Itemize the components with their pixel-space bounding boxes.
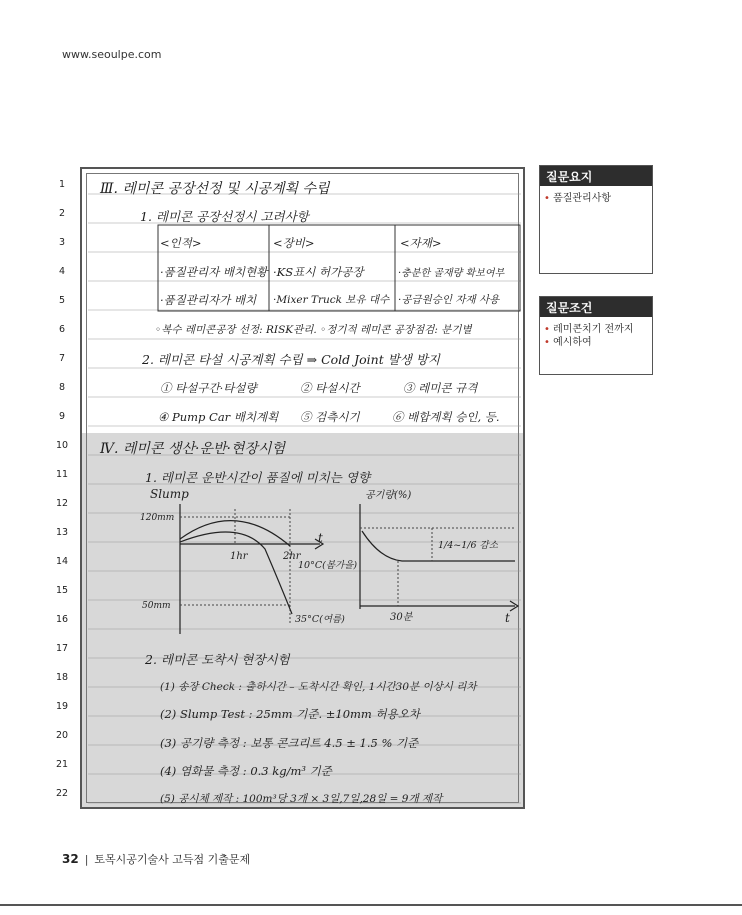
test-item: (3) 공기량 측정 : 보통 콘크리트 4.5 ± 1.5 % 기준 bbox=[160, 736, 419, 750]
question-conditions-box bbox=[539, 296, 653, 375]
graph-curve-label: 10°C(봄가을) bbox=[298, 560, 358, 571]
subsection-1-title: 1. 레미콘 공장선정시 고려사항 bbox=[140, 209, 309, 224]
test-item: (4) 염화물 측정 : 0.3 kg/m³ 기준 bbox=[160, 764, 332, 778]
line-number: 14 bbox=[55, 556, 69, 567]
graph-tick-label: 50mm bbox=[142, 601, 171, 611]
line-number: 6 bbox=[58, 324, 66, 335]
graph-axis-label: t bbox=[318, 531, 323, 545]
footer-separator: | bbox=[84, 853, 89, 866]
list-item: ⑤ 검측시기 bbox=[300, 410, 360, 424]
table-cell: ·공급원승인 자재 사용 bbox=[398, 294, 500, 306]
graph-tick-label: 2hr bbox=[283, 551, 301, 562]
subsection-2-title: 2. 레미콘 도착시 현장시험 bbox=[145, 652, 290, 667]
table-cell: ·품질관리자 배치현황 bbox=[160, 265, 268, 279]
question-condition-item: • 레미콘치기 전까지 bbox=[544, 323, 648, 336]
graph-axis-label: 공기량(%) bbox=[365, 490, 412, 501]
book-title: 토목시공기술사 고득점 기출문제 bbox=[94, 853, 251, 866]
table-cell: ·KS표시 허가공장 bbox=[273, 265, 364, 279]
line-number: 8 bbox=[58, 382, 66, 393]
graph-axis-label: Slump bbox=[150, 487, 189, 501]
line-number: 22 bbox=[55, 788, 69, 799]
bottom-rule bbox=[0, 904, 742, 906]
table-header-equipment: <장비> bbox=[273, 236, 315, 250]
test-item: (2) Slump Test : 25mm 기준. ±10mm 허용오차 bbox=[160, 707, 420, 721]
line-number: 3 bbox=[58, 237, 66, 248]
slump-and-air-graphs bbox=[140, 484, 525, 644]
graph-tick-label: 30분 bbox=[390, 612, 413, 623]
table-cell: ·Mixer Truck 보유 대수 bbox=[273, 294, 390, 306]
line-number: 17 bbox=[55, 643, 69, 654]
question-summary-item: • 품질관리사항 bbox=[544, 192, 648, 205]
line-number: 5 bbox=[58, 295, 66, 306]
section-4-title: Ⅳ. 레미콘 생산·운반·현장시험 bbox=[100, 441, 286, 457]
list-item: ① 타설구간·타설량 bbox=[160, 381, 257, 395]
test-item: (5) 공시체 제작 : 100m³당 3개 × 3일,7일,28일 = 9개 제작 bbox=[160, 793, 443, 805]
list-item: ② 타설시간 bbox=[300, 381, 360, 395]
graph-tick-label: 1hr bbox=[230, 551, 248, 562]
line-number: 21 bbox=[55, 759, 69, 770]
line-number: 16 bbox=[55, 614, 69, 625]
line-number: 1 bbox=[58, 179, 66, 190]
section-3-title: Ⅲ. 레미콘 공장선정 및 시공계획 수립 bbox=[100, 181, 330, 197]
graph-axis-label: t bbox=[505, 611, 510, 625]
line-number: 2 bbox=[58, 208, 66, 219]
line-number: 4 bbox=[58, 266, 66, 277]
site-url: www.seoulpe.com bbox=[62, 48, 162, 61]
table-cell: ·품질관리자가 배치 bbox=[160, 293, 257, 307]
table-header-material: <자재> bbox=[400, 236, 442, 250]
list-item: ④ Pump Car 배치계획 bbox=[158, 410, 279, 424]
page-footer bbox=[62, 851, 250, 867]
line-number: 12 bbox=[55, 498, 69, 509]
note-line: ◦복수 레미콘공장 선정: RISK관리. ◦정기적 레미콘 공장점검: 분기별 bbox=[155, 324, 472, 336]
question-conditions-title: 질문조건 bbox=[540, 297, 652, 317]
graph-tick-label: 120mm bbox=[140, 513, 175, 523]
line-number: 9 bbox=[58, 411, 66, 422]
table-cell: ·충분한 골재량 확보여부 bbox=[398, 268, 505, 279]
question-summary-title: 질문요지 bbox=[540, 166, 652, 186]
list-item: ⑥ 배합계획 승인, 등. bbox=[392, 410, 500, 424]
page-number: 32 bbox=[62, 852, 79, 866]
line-number: 10 bbox=[55, 440, 69, 451]
subsection-2-title: 2. 레미콘 타설 시공계획 수립 ⇒ Cold Joint 발생 방지 bbox=[142, 352, 440, 367]
test-item: (1) 송장 Check : 출하시간 – 도착시간 확인, 1시간30분 이상시 리차 bbox=[160, 681, 477, 693]
question-summary-box bbox=[539, 165, 653, 274]
line-number: 20 bbox=[55, 730, 69, 741]
graph-curve-label: 35°C(여름) bbox=[295, 614, 345, 625]
line-number: 19 bbox=[55, 701, 69, 712]
line-number: 7 bbox=[58, 353, 66, 364]
table-header-personnel: <인적> bbox=[160, 236, 202, 250]
line-number: 11 bbox=[55, 469, 69, 480]
list-item: ③ 레미콘 규격 bbox=[403, 381, 478, 395]
line-number: 18 bbox=[55, 672, 69, 683]
line-number: 15 bbox=[55, 585, 69, 596]
question-condition-item: • 예시하여 bbox=[544, 336, 648, 349]
graph-annotation: 1/4~1/6 감소 bbox=[438, 540, 498, 551]
subsection-1-title: 1. 레미콘 운반시간이 품질에 미치는 영향 bbox=[145, 470, 370, 485]
line-number: 13 bbox=[55, 527, 69, 538]
